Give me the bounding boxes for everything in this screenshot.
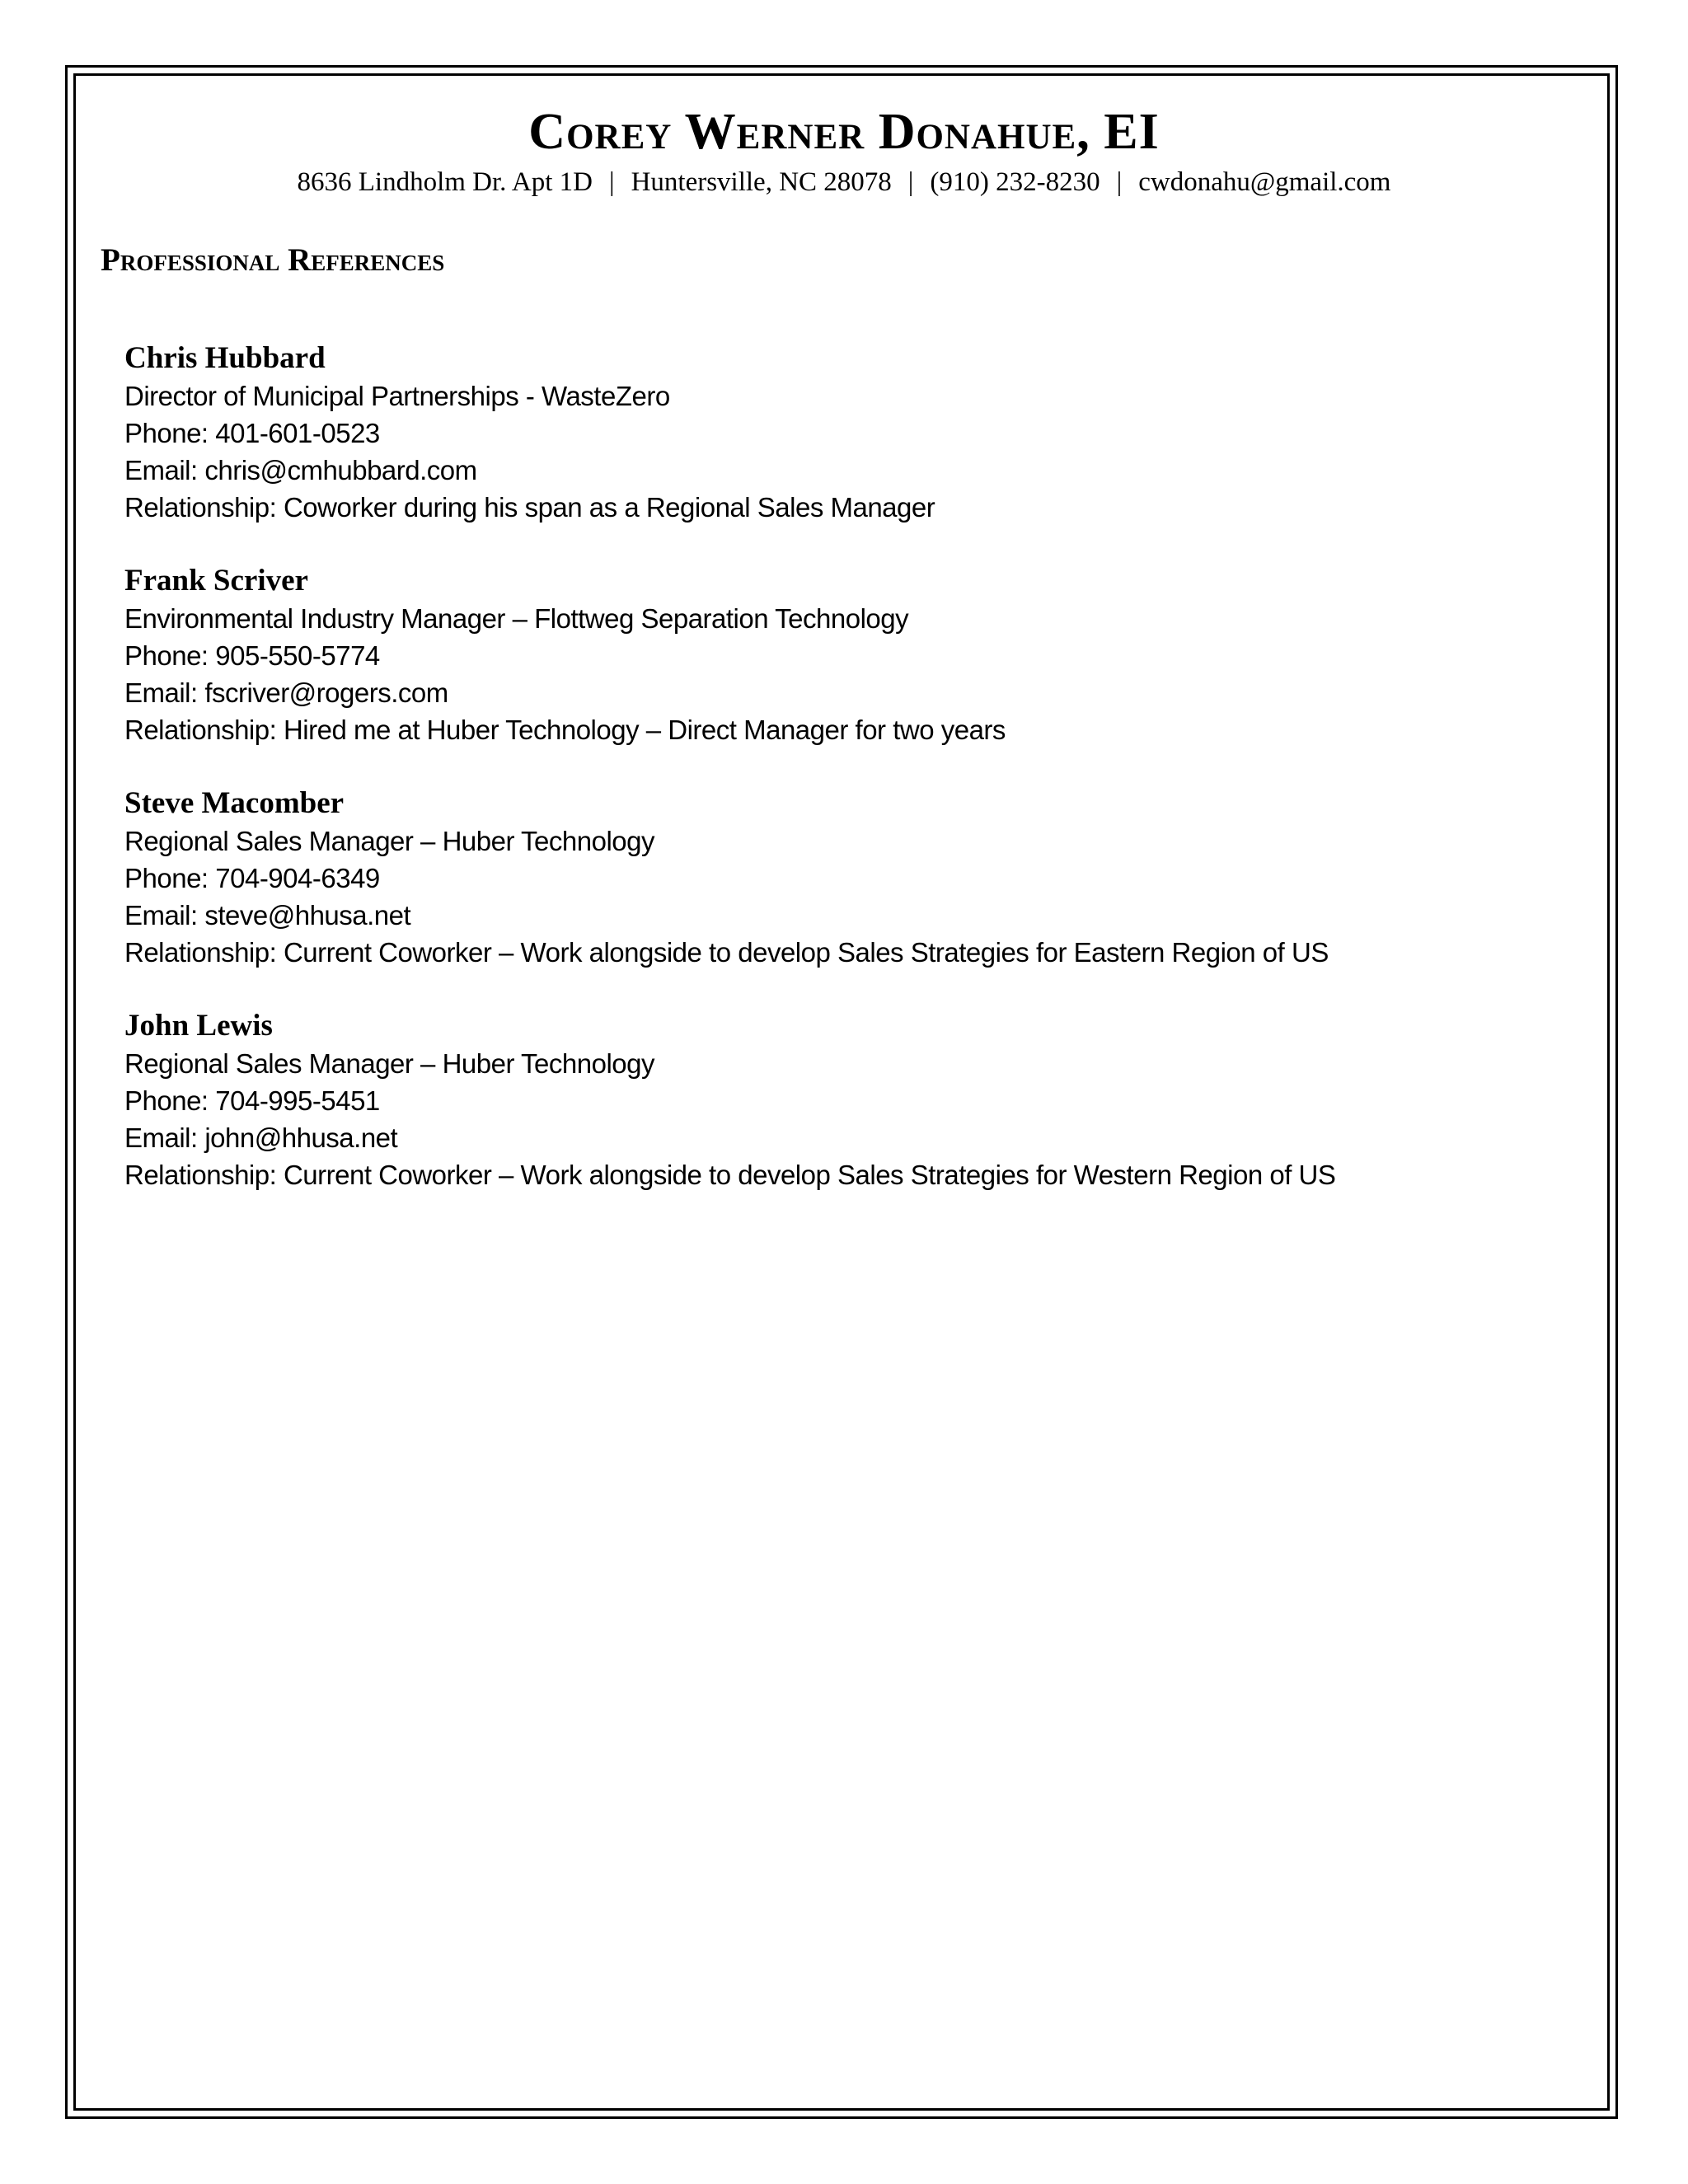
reference-email: Email: john@hhusa.net	[124, 1122, 398, 1153]
reference-phone: Phone: 704-995-5451	[124, 1085, 380, 1116]
reference-entry	[124, 785, 1575, 971]
candidate-name: Corey Werner Donahue, EI	[528, 104, 1160, 160]
references-list	[124, 340, 1575, 1230]
contact-address: 8636 Lindholm Dr. Apt 1D	[297, 167, 593, 197]
reference-entry	[124, 1007, 1575, 1193]
reference-entry	[124, 340, 1575, 526]
contact-separator: |	[1116, 167, 1123, 197]
contact-phone: (910) 232-8230	[930, 167, 1100, 197]
contact-separator: |	[907, 167, 914, 197]
reference-name: Chris Hubbard	[124, 341, 326, 375]
reference-name: John Lewis	[124, 1009, 273, 1043]
reference-title: Regional Sales Manager – Huber Technology	[124, 1048, 654, 1079]
reference-phone: Phone: 401-601-0523	[124, 418, 380, 448]
reference-relationship: Relationship: Current Coworker – Work alongside to develop Sales Strategies for Western Region of US	[124, 1160, 1336, 1190]
reference-email: Email: fscriver@rogers.com	[124, 677, 448, 708]
reference-title: Environmental Industry Manager – Flottweg Separation Technology	[124, 603, 909, 634]
reference-title: Director of Municipal Partnerships - WasteZero	[124, 381, 670, 411]
reference-relationship: Relationship: Hired me at Huber Technology – Direct Manager for two years	[124, 715, 1006, 745]
reference-name: Frank Scriver	[124, 564, 308, 598]
reference-phone: Phone: 905-550-5774	[124, 640, 380, 671]
reference-name: Steve Macomber	[124, 786, 345, 820]
reference-phone: Phone: 704-904-6349	[124, 863, 380, 893]
contact-city: Huntersville, NC 28078	[631, 167, 892, 197]
contact-email: cwdonahu@gmail.com	[1138, 167, 1391, 197]
reference-relationship: Relationship: Current Coworker – Work alongside to develop Sales Strategies for Eastern Region of US	[124, 937, 1329, 968]
reference-title: Regional Sales Manager – Huber Technology	[124, 826, 654, 856]
reference-entry	[124, 562, 1575, 748]
reference-relationship: Relationship: Coworker during his span as a Regional Sales Manager	[124, 492, 935, 523]
contact-line	[0, 165, 1688, 199]
section-title-references: Professional References	[101, 242, 445, 278]
contact-separator: |	[608, 167, 615, 197]
reference-email: Email: chris@cmhubbard.com	[124, 455, 477, 485]
reference-email: Email: steve@hhusa.net	[124, 900, 411, 930]
